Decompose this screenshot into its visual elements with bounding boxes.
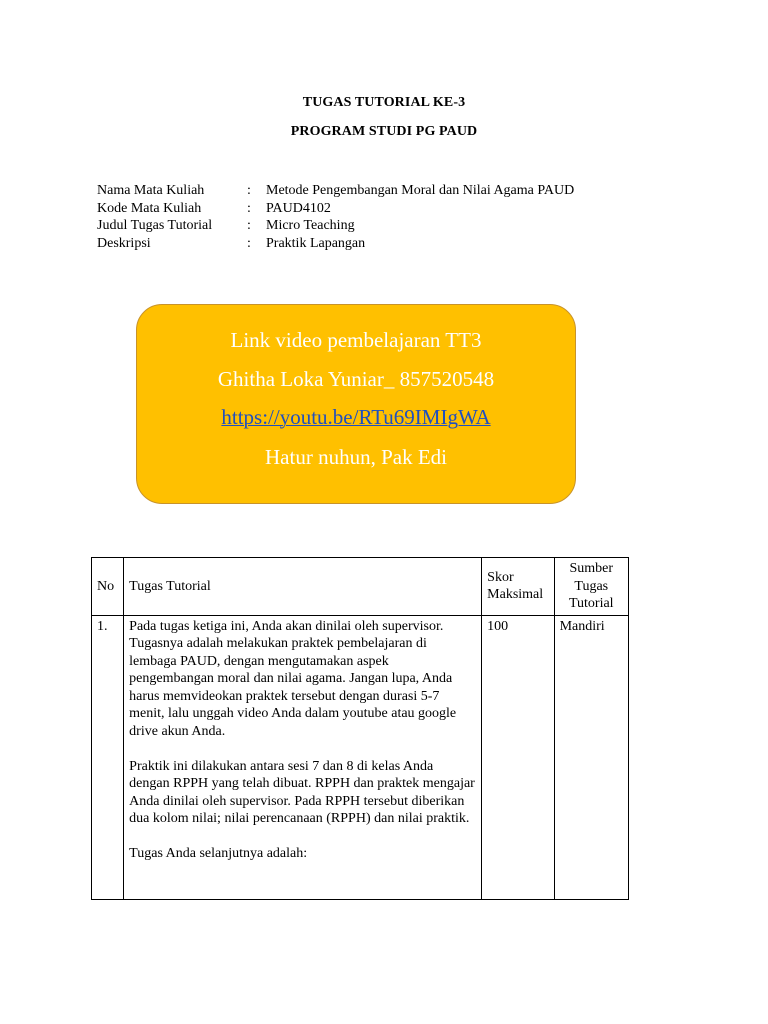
task-paragraph: Pada tugas ketiga ini, Anda akan dinilai oleh supervisor. Tugasnya adalah melakukan praktek pembelajaran di lembaga PAUD, dengan mengutamakan aspek pengembangan moral dan nilai agama. Jangan lupa, Anda harus memvideokan praktek tersebut dengan durasi 5-7 menit, lalu unggah video Anda dalam youtube atau google drive akun Anda.: [129, 618, 457, 739]
header-task-source-line1: Sumber: [569, 561, 614, 576]
info-value: Metode Pengembangan Moral dan Nilai Agama PAUD: [266, 183, 575, 198]
program-title: PROGRAM STUDI PG PAUD: [290, 124, 478, 139]
info-separator: :: [247, 183, 251, 198]
header-task: Tugas Tutorial: [124, 558, 482, 616]
callout-heading: Link video pembelajaran TT3: [230, 328, 482, 352]
info-row-course-code: [97, 200, 574, 218]
video-link-callout: [136, 304, 576, 504]
document-title: TUGAS TUTORIAL KE-3: [302, 95, 466, 110]
header-max-score-line2: Maksimal: [487, 587, 544, 603]
info-row-task-title: [97, 217, 574, 235]
header-task-source: [554, 558, 628, 616]
info-label: Nama Mata Kuliah: [97, 183, 205, 198]
row-max-score: 100: [482, 615, 554, 899]
course-info: [97, 182, 574, 252]
header-task-source-line3: Tutorial: [568, 596, 614, 611]
row-task-source: Mandiri: [554, 615, 628, 899]
youtube-video-link[interactable]: https://youtu.be/RTu69IMIgWA: [221, 405, 491, 429]
table-header-row: [92, 558, 629, 616]
header-no: No: [92, 558, 124, 616]
info-value: Micro Teaching: [266, 218, 355, 233]
info-row-course-name: [97, 182, 574, 200]
header-task-source-line2: Tugas: [574, 578, 609, 594]
info-separator: :: [247, 200, 251, 216]
info-label: Deskripsi: [97, 235, 151, 251]
info-value: PAUD4102: [266, 200, 331, 216]
tutorial-task-table: [91, 557, 629, 900]
info-label: Judul Tugas Tutorial: [97, 218, 213, 233]
table-row: [92, 615, 629, 899]
info-label: Kode Mata Kuliah: [97, 200, 202, 216]
callout-student-name: Ghitha Loka Yuniar_ 857520548: [217, 367, 495, 391]
task-paragraph: Praktik ini dilakukan antara sesi 7 dan 8 di kelas Anda dengan RPPH yang telah dibuat. RPPH dan praktek mengajar Anda dinilai oleh supervisor. Pada RPPH tersebut diberikan dua kolom nilai; nilai perencanaan (RPPH) dan nilai praktik.: [129, 758, 475, 826]
callout-link-line: [137, 404, 575, 430]
row-task-description: [124, 615, 482, 899]
info-separator: :: [247, 235, 251, 251]
info-value: Praktik Lapangan: [266, 235, 366, 251]
row-number: 1.: [92, 615, 124, 899]
info-row-description: [97, 235, 574, 253]
header-max-score: [482, 558, 554, 616]
callout-thanks: Hatur nuhun, Pak Edi: [265, 445, 447, 469]
header-max-score-line1: Skor: [487, 569, 514, 585]
task-paragraph: Tugas Anda selanjutnya adalah:: [129, 846, 308, 861]
info-separator: :: [247, 218, 251, 233]
